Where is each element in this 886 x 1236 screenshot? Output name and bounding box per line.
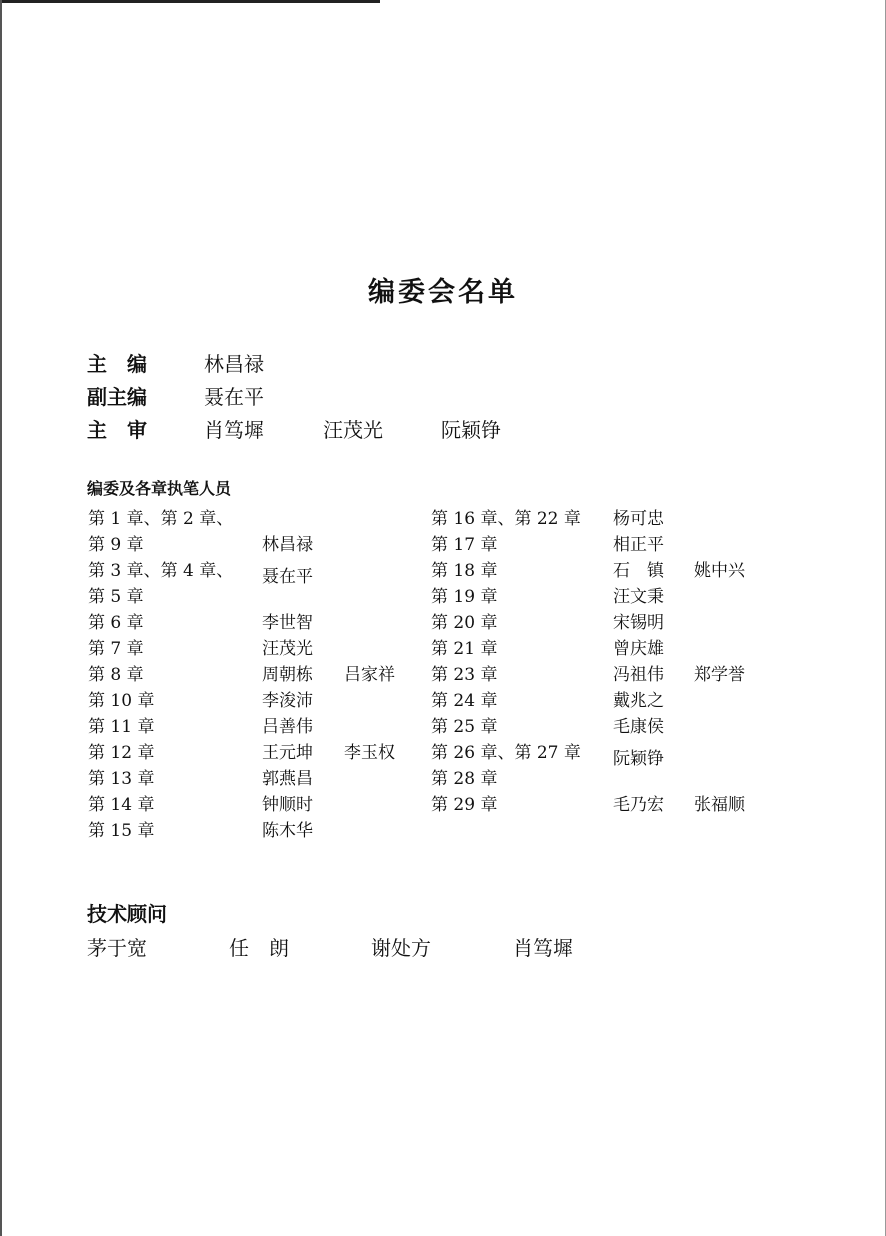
chapter-label: 第 1 章、第 2 章、 — [88, 509, 234, 529]
role-label: 副主编 — [87, 385, 147, 409]
chapter-label: 第 25 章 — [431, 717, 498, 737]
chapter-label: 第 17 章 — [431, 535, 498, 555]
chapter-label: 第 15 章 — [88, 821, 155, 841]
chapter-label: 第 13 章 — [88, 769, 155, 789]
advisor-name: 任 朗 — [229, 936, 289, 960]
chapter-label: 第 23 章 — [431, 665, 498, 685]
author-name: 聂在平 — [262, 567, 313, 587]
role-name: 汪茂光 — [323, 418, 383, 442]
author-name: 汪茂光 — [262, 639, 313, 659]
chapter-label: 第 9 章 — [88, 535, 144, 555]
author-name: 钟顺时 — [262, 795, 313, 815]
author-name: 戴兆之 — [613, 691, 664, 711]
chapter-label: 第 18 章 — [431, 561, 498, 581]
author-name: 李浚沛 — [262, 691, 313, 711]
chapter-label: 第 10 章 — [88, 691, 155, 711]
author-name: 张福顺 — [694, 795, 745, 815]
chapter-label: 第 5 章 — [88, 587, 144, 607]
author-name: 林昌禄 — [262, 535, 313, 555]
chapter-label: 第 24 章 — [431, 691, 498, 711]
scan-edge-left — [0, 0, 2, 1236]
chapter-label: 第 11 章 — [88, 717, 155, 737]
chapter-label: 第 7 章 — [88, 639, 144, 659]
author-name: 毛乃宏 — [613, 795, 664, 815]
chapter-label: 第 12 章 — [88, 743, 155, 763]
author-name: 宋锡明 — [613, 613, 664, 633]
chapter-label: 第 16 章、第 22 章 — [431, 509, 581, 529]
role-name: 聂在平 — [204, 385, 264, 409]
chapter-label: 第 8 章 — [88, 665, 144, 685]
role-name: 阮颖铮 — [441, 418, 501, 442]
chapter-label: 第 29 章 — [431, 795, 498, 815]
advisors-title: 技术顾问 — [87, 902, 167, 926]
author-name: 王元坤 — [262, 743, 313, 763]
author-name: 曾庆雄 — [613, 639, 664, 659]
author-name: 毛康侯 — [613, 717, 664, 737]
advisor-name: 谢处方 — [371, 936, 431, 960]
author-name: 郑学誉 — [694, 665, 745, 685]
author-name: 冯祖伟 — [613, 665, 664, 685]
chapter-label: 第 6 章 — [88, 613, 144, 633]
role-name: 林昌禄 — [204, 352, 264, 376]
author-name: 吕善伟 — [262, 717, 313, 737]
role-label: 主 编 — [87, 352, 147, 376]
author-name: 李玉权 — [344, 743, 395, 763]
section-title: 编委及各章执笔人员 — [87, 479, 232, 498]
advisor-name: 肖笃墀 — [513, 936, 573, 960]
author-name: 石 镇 — [613, 561, 664, 581]
author-name: 周朝栋 — [262, 665, 313, 685]
advisor-name: 茅于宽 — [87, 936, 147, 960]
scan-edge-top — [0, 0, 380, 3]
author-name: 杨可忠 — [613, 509, 664, 529]
chapter-label: 第 26 章、第 27 章 — [431, 743, 581, 763]
chapter-label: 第 3 章、第 4 章、 — [88, 561, 234, 581]
author-name: 郭燕昌 — [262, 769, 313, 789]
author-name: 汪文秉 — [613, 587, 664, 607]
chapter-label: 第 28 章 — [431, 769, 498, 789]
role-name: 肖笃墀 — [204, 418, 264, 442]
author-name: 姚中兴 — [694, 561, 745, 581]
author-name: 吕家祥 — [344, 665, 395, 685]
chapter-label: 第 14 章 — [88, 795, 155, 815]
page-title: 编委会名单 — [368, 277, 518, 308]
author-name: 李世智 — [262, 613, 313, 633]
author-name: 相正平 — [613, 535, 664, 555]
author-name: 阮颖铮 — [613, 749, 664, 769]
chapter-label: 第 19 章 — [431, 587, 498, 607]
chapter-label: 第 20 章 — [431, 613, 498, 633]
chapter-label: 第 21 章 — [431, 639, 498, 659]
role-label: 主 审 — [87, 418, 147, 442]
author-name: 陈木华 — [262, 821, 313, 841]
